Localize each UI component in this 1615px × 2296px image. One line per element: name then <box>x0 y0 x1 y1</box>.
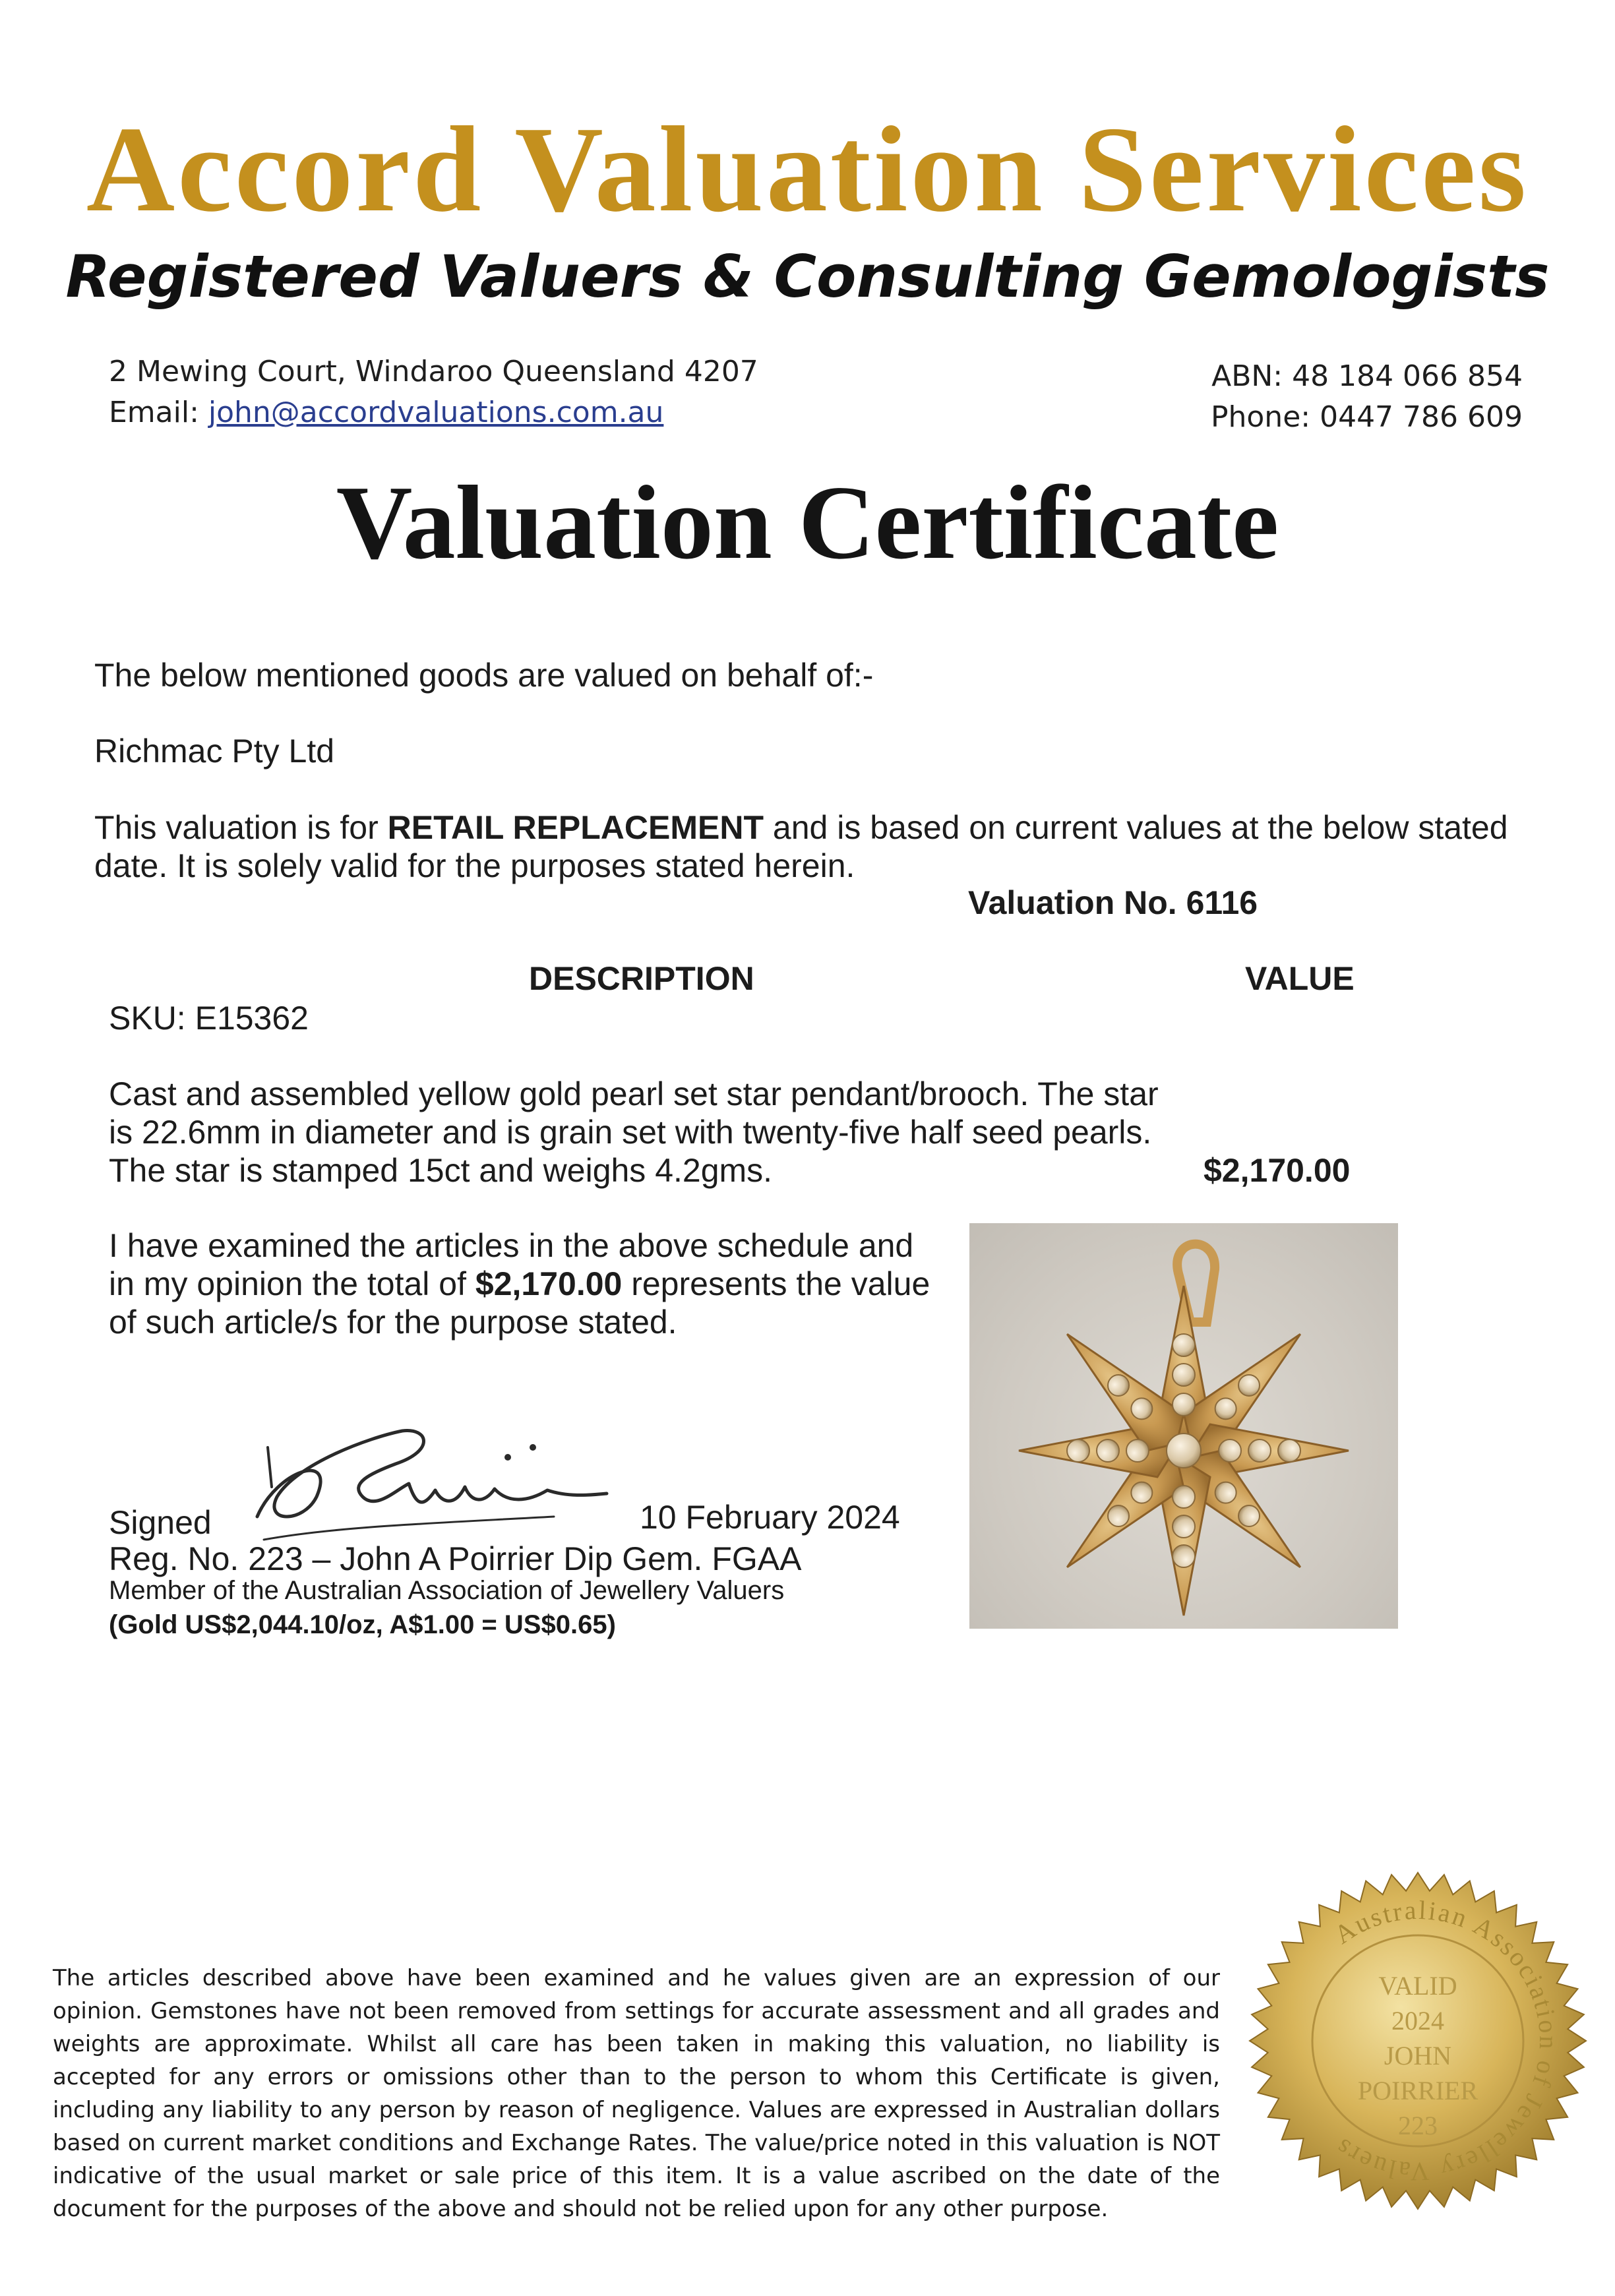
company-tagline: Registered Valuers & Consulting Gemologists <box>65 243 1550 311</box>
seal-line-last-name: POIRRIER <box>1357 2076 1478 2105</box>
sku: SKU: E15362 <box>109 1000 309 1037</box>
disclaimer-text: The articles described above have been examined and he values given are an expression of our opinion. Gemstones have not been removed from settings for accurate assessment and all grades and weights are approximate. Whilst all care has been taken in making this valuation, no liability is accepted for any errors or omissions other than to the person to whom this Certificate is given, including any liability to any person by reason of negligence. Values are expressed in Australian dollars based on current market conditions and Exchange Rates. The value/price noted in this valuation is NOT indicative of the usual market or sale price of this item. It is a value ascribed on the date of the document for the purposes of the above and should not be relied upon for any other purpose. <box>53 1965 1220 2222</box>
email-label: Email: <box>109 396 208 429</box>
company-email-line <box>109 396 663 429</box>
item-description: Cast and assembled yellow gold pearl set star pendant/brooch. The star is 22.6mm in diameter and is grain set with twenty-five half seed pearls. The star is stamped 15ct and weighs 4.2gms. <box>109 1075 1159 1189</box>
company-name: Accord Valuation Services <box>86 102 1529 237</box>
seal-ring-text: Australian Association of Jewellery Valuers <box>1328 1894 1564 2187</box>
seal-line-valid: VALID <box>1378 1971 1457 2001</box>
total-value: $2,170.00 <box>475 1265 623 1302</box>
signed-label: Signed <box>109 1504 212 1541</box>
seal-line-number: 223 <box>1398 2111 1438 2140</box>
purpose-text: This valuation is for RETAIL REPLACEMENT and is based on current values at the below stated date. It is solely valid for the purposes stated herein. <box>94 809 1508 884</box>
valuation-number: Valuation No. 6116 <box>968 884 1258 921</box>
item-value: $2,170.00 <box>1204 1152 1351 1189</box>
gold-exchange-rate: (Gold US$2,044.10/oz, A$1.00 = US$0.65) <box>109 1610 616 1639</box>
handwritten-signature <box>237 1411 620 1543</box>
client-name: Richmac Pty Ltd <box>94 733 335 770</box>
company-phone: Phone: 0447 786 609 <box>1210 400 1523 434</box>
purpose-type: RETAIL REPLACEMENT <box>387 809 764 846</box>
seal-line-first-name: JOHN <box>1384 2041 1452 2070</box>
intro-text: The below mentioned goods are valued on behalf of:- <box>94 657 874 694</box>
email-link[interactable]: john@accordvaluations.com.au <box>208 396 664 429</box>
certificate-title: Valuation Certificate <box>336 464 1279 581</box>
opinion-text: I have examined the articles in the above schedule and in my opinion the total of $2,170.00 represents the value of such article/s for the purpose stated. <box>109 1227 930 1341</box>
gold-seal <box>1246 1869 1589 2212</box>
star-pendant-image <box>969 1223 1398 1629</box>
seal-line-year: 2024 <box>1391 2006 1444 2036</box>
description-header: DESCRIPTION <box>529 960 754 997</box>
signature-date: 10 February 2024 <box>640 1499 900 1536</box>
product-photo <box>969 1223 1398 1629</box>
value-header: VALUE <box>1245 960 1355 997</box>
company-abn: ABN: 48 184 066 854 <box>1211 359 1523 393</box>
company-address: 2 Mewing Court, Windaroo Queensland 4207 <box>109 355 758 388</box>
valuer-registration: Reg. No. 223 – John A Poirrier Dip Gem. FGAA <box>109 1540 802 1577</box>
valuer-membership: Member of the Australian Association of Jewellery Valuers <box>109 1576 785 1605</box>
